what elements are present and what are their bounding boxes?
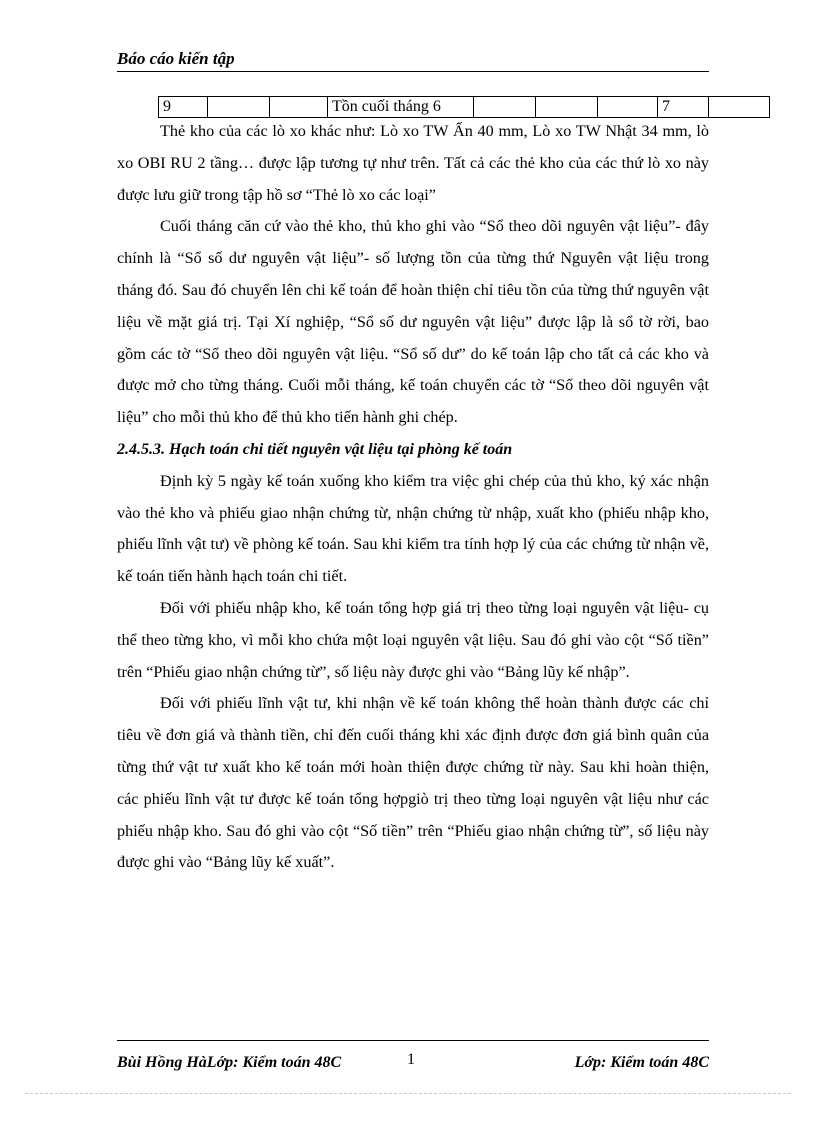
section-heading: 2.4.5.3. Hạch toán chi tiết nguyên vật liệu tại phòng kế toán — [117, 440, 513, 458]
table-cell — [208, 97, 270, 118]
paragraph: Đối với phiếu nhập kho, kế toán tổng hợp giá trị theo từng loại nguyên vật liệu- cụ thể theo từng kho, vì mỗi kho chứa một loại nguyên vật liệu. Sau đó ghi vào cột “Số tiền” trên “Phiếu giao nhận chứng từ”, số liệu này được ghi vào “Bảng lũy kế nhập”. — [117, 598, 709, 681]
page-number: 1 — [407, 1051, 415, 1068]
paragraph: Thẻ kho của các lò xo khác như: Lò xo TW Ấn 40 mm, Lò xo TW Nhật 34 mm, lò xo OBI RU 2 tầng… được lập tương tự như trên. Tất cả các thẻ kho của các thứ lò xo này được lưu giữ trong tập hồ sơ “Thẻ lò xo các loại” — [117, 122, 709, 204]
document-body — [117, 116, 709, 879]
table-cell: 7 — [658, 97, 709, 118]
table-row — [159, 97, 770, 118]
paragraph: Đối với phiếu lĩnh vật tư, khi nhận về kế toán không thể hoàn thành được các chỉ tiêu về đơn giá và thành tiền, chỉ đến cuối tháng khi xác định được đơn giá bình quân của từng thứ vật tư xuất kho kế toán mới hoàn thiện được chứng từ này. Sau khi hoàn thiện, các phiếu lĩnh vật tư được kế toán tổng hợpgiò trị theo từng loại nguyên vật liệu như các phiếu nhập kho. Sau đó ghi vào cột “Số tiền” trên “Phiếu giao nhận chứng từ”, số liệu này được ghi vào “Bảng lũy kế xuất”. — [117, 694, 709, 872]
page-footer — [117, 1040, 709, 1071]
page-divider — [25, 1093, 791, 1094]
footer-author: Bùi Hồng HàLớp: Kiểm toán 48C — [117, 1054, 342, 1071]
table-cell: 9 — [159, 97, 208, 118]
footer-class: Lớp: Kiểm toán 48C — [574, 1054, 709, 1071]
paragraph: Cuối tháng căn cứ vào thẻ kho, thủ kho ghi vào “Sổ theo dõi nguyên vật liệu”- đây chính là “Sổ số dư nguyên vật liệu”- số lượng tồn của từng thứ Nguyên vật liệu trong tháng đó. Sau đó chuyển lên chi kế toán để hoàn thiện chỉ tiêu tồn của từng thứ nguyên vật liệu về mặt giá trị. Tại Xí nghiệp, “Sổ số dư nguyên vật liệu” được lập là sổ tờ rời, bao gồm các tờ “Sổ theo dõi nguyên vật liệu. “Sổ số dư” do kế toán lập cho tất cả các kho và được mở cho từng tháng. Cuối mỗi tháng, kế toán chuyển các tờ “Sổ theo dõi nguyên vật liệu” cho mỗi thủ kho để thủ kho tiến hành ghi chép. — [117, 217, 709, 427]
table-cell — [598, 97, 658, 118]
table-cell — [709, 97, 770, 118]
page-header — [117, 49, 709, 72]
table-cell — [270, 97, 328, 118]
inventory-table — [158, 96, 770, 118]
header-title: Báo cáo kiến tập — [117, 49, 235, 68]
table-cell: Tồn cuối tháng 6 — [328, 97, 474, 118]
table-cell — [536, 97, 598, 118]
table-cell — [474, 97, 536, 118]
paragraph: Định kỳ 5 ngày kế toán xuống kho kiểm tra việc ghi chép của thủ kho, ký xác nhận vào thẻ kho và phiếu giao nhận chứng từ, nhận chứng từ nhập, xuất kho (phiếu nhập kho, phiếu lĩnh vật tư) về phòng kế toán. Sau khi kiểm tra tính hợp lý của các chứng từ nhận về, kế toán tiến hành hạch toán chi tiết. — [117, 471, 709, 586]
